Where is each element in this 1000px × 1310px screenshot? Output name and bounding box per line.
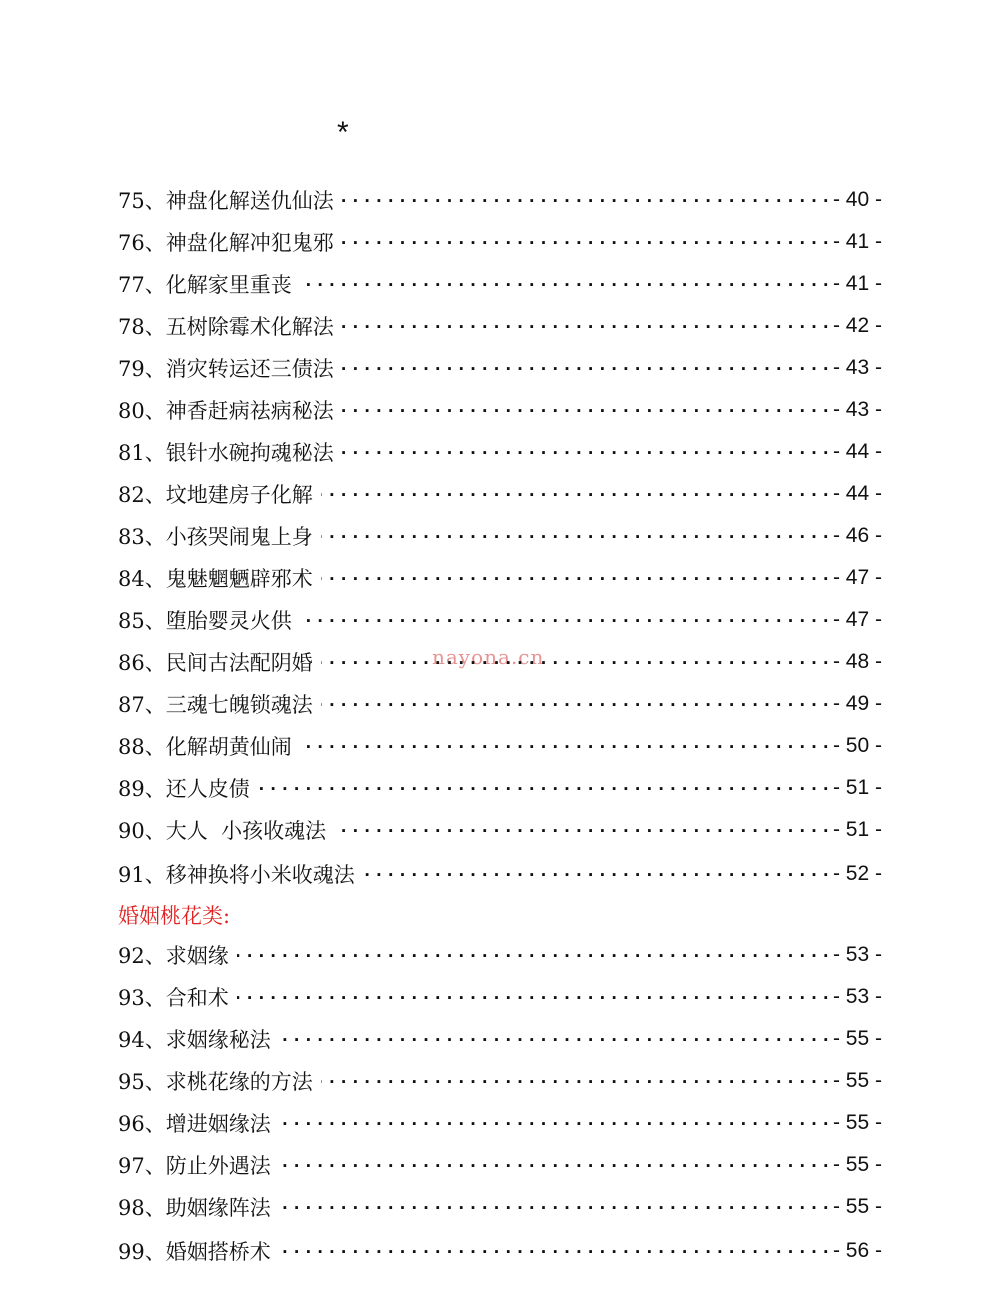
- entry-number: 99、: [118, 1240, 166, 1264]
- entry-page-number: - 41 -: [832, 230, 882, 253]
- entry-page-number: - 47 -: [832, 566, 882, 589]
- toc-entry[interactable]: [118, 771, 882, 805]
- entry-title: 神香赶病祛病秘法: [165, 399, 334, 423]
- entry-page-number: - 55 -: [832, 1153, 882, 1176]
- entry-number: 92、: [118, 944, 166, 968]
- toc-entry[interactable]: [118, 309, 882, 343]
- toc-entry[interactable]: [118, 603, 882, 637]
- entry-title: 民间古法配阴婚: [165, 651, 313, 675]
- toc-entry[interactable]: [118, 519, 882, 553]
- entry-title: 助姻缘阵法: [165, 1196, 271, 1220]
- entry-title: 小孩哭闹鬼上身: [165, 525, 313, 549]
- toc-entry[interactable]: [118, 225, 882, 259]
- entry-number: 97、: [118, 1154, 166, 1178]
- dot-leader: [321, 687, 829, 721]
- toc-entry[interactable]: [118, 1234, 882, 1268]
- entry-number: 83、: [118, 525, 166, 549]
- entry-page-number: - 51 -: [832, 818, 882, 841]
- toc-entry[interactable]: [118, 729, 882, 763]
- dot-leader: [342, 225, 829, 259]
- entry-page-number: - 53 -: [832, 943, 882, 966]
- dot-leader: [321, 645, 829, 679]
- entry-page-number: - 46 -: [832, 524, 882, 547]
- toc-entry[interactable]: [118, 561, 882, 595]
- dot-leader: [300, 603, 829, 637]
- toc-entry[interactable]: [118, 687, 882, 721]
- entry-page-number: - 52 -: [832, 862, 882, 885]
- toc-entry[interactable]: [118, 435, 882, 469]
- dot-leader: [342, 435, 829, 469]
- entry-number: 81、: [118, 441, 166, 465]
- entry-title: 化解胡黄仙闹: [165, 735, 292, 759]
- watermark: nayona.cn: [432, 645, 545, 669]
- entry-title: 婚姻搭桥术: [165, 1240, 271, 1264]
- entry-number: 75、: [118, 189, 166, 213]
- entry-page-number: - 43 -: [832, 356, 882, 379]
- dot-leader: [321, 1064, 829, 1098]
- entry-title: 五树除霉术化解法: [165, 315, 334, 339]
- dot-leader: [258, 771, 829, 805]
- dot-leader: [237, 938, 829, 972]
- entry-number: 91、: [118, 863, 166, 887]
- dot-leader: [279, 1148, 829, 1182]
- entry-number: 94、: [118, 1028, 166, 1052]
- entry-page-number: - 56 -: [832, 1239, 882, 1262]
- toc-entry[interactable]: [118, 1064, 882, 1098]
- dot-leader: [363, 857, 829, 891]
- dot-leader: [342, 183, 829, 217]
- dot-leader: [300, 729, 829, 763]
- entry-number: 82、: [118, 483, 166, 507]
- entry-title: 求姻缘: [165, 944, 229, 968]
- dot-leader: [279, 1106, 829, 1140]
- dot-leader: [321, 477, 829, 511]
- entry-page-number: - 44 -: [832, 440, 882, 463]
- entry-page-number: - 55 -: [832, 1195, 882, 1218]
- entry-title: 坟地建房子化解: [165, 483, 313, 507]
- toc-entry[interactable]: [118, 813, 882, 847]
- entry-title: 神盘化解送仇仙法: [165, 189, 334, 213]
- toc-entry[interactable]: [118, 477, 882, 511]
- entry-number: 88、: [118, 735, 166, 759]
- entry-title: 鬼魅魍魉辟邪术: [165, 567, 313, 591]
- entry-page-number: - 48 -: [832, 650, 882, 673]
- entry-title: 三魂七魄锁魂法: [165, 693, 313, 717]
- entry-title: 求桃花缘的方法: [165, 1070, 313, 1094]
- entry-title: 还人皮债: [165, 777, 250, 801]
- entry-page-number: - 50 -: [832, 734, 882, 757]
- toc-entry[interactable]: [118, 645, 882, 679]
- entry-title: 神盘化解冲犯鬼邪: [165, 231, 334, 255]
- toc-entry[interactable]: [118, 938, 882, 972]
- dot-leader: [321, 561, 829, 595]
- entry-title: 堕胎婴灵火供: [165, 609, 292, 633]
- entry-page-number: - 40 -: [832, 188, 882, 211]
- dot-leader: [279, 1190, 829, 1224]
- toc-entry[interactable]: [118, 1106, 882, 1140]
- entry-page-number: - 55 -: [832, 1027, 882, 1050]
- entry-page-number: - 42 -: [832, 314, 882, 337]
- entry-number: 86、: [118, 651, 166, 675]
- toc-entry[interactable]: [118, 980, 882, 1014]
- entry-number: 76、: [118, 231, 166, 255]
- dot-leader: [321, 519, 829, 553]
- dot-leader: [237, 980, 829, 1014]
- entry-title: 化解家里重丧: [165, 273, 292, 297]
- entry-title: 大人 小孩收魂法: [165, 819, 327, 843]
- entry-title: 消灾转运还三债法: [165, 357, 334, 381]
- entry-number: 90、: [118, 819, 166, 843]
- dot-leader: [334, 813, 829, 847]
- entry-title: 防止外遇法: [165, 1154, 271, 1178]
- entry-page-number: - 53 -: [832, 985, 882, 1008]
- toc-entry[interactable]: [118, 393, 882, 427]
- entry-title: 移神换将小米收魂法: [165, 863, 355, 887]
- entry-number: 89、: [118, 777, 166, 801]
- entry-number: 84、: [118, 567, 166, 591]
- entry-page-number: - 55 -: [832, 1111, 882, 1134]
- star-mark: *: [337, 116, 349, 149]
- toc-entry[interactable]: [118, 857, 882, 891]
- entry-title: 增进姻缘法: [165, 1112, 271, 1136]
- entry-number: 96、: [118, 1112, 166, 1136]
- dot-leader: [342, 309, 829, 343]
- toc-entry[interactable]: [118, 1190, 882, 1224]
- toc-entry[interactable]: [118, 1148, 882, 1182]
- entry-number: 77、: [118, 273, 166, 297]
- entry-page-number: - 44 -: [832, 482, 882, 505]
- toc-entry[interactable]: [118, 267, 882, 301]
- dot-leader: [279, 1234, 829, 1268]
- dot-leader: [300, 267, 829, 301]
- toc-entry[interactable]: [118, 1022, 882, 1056]
- entry-page-number: - 55 -: [832, 1069, 882, 1092]
- dot-leader: [279, 1022, 829, 1056]
- entry-number: 80、: [118, 399, 166, 423]
- entry-title: 合和术: [165, 986, 229, 1010]
- entry-number: 87、: [118, 693, 166, 717]
- toc-entry[interactable]: [118, 183, 882, 217]
- section-heading: 婚姻桃花类:: [118, 904, 231, 928]
- dot-leader: [342, 393, 829, 427]
- entry-page-number: - 43 -: [832, 398, 882, 421]
- entry-title: 银针水碗拘魂秘法: [165, 441, 334, 465]
- entry-page-number: - 51 -: [832, 776, 882, 799]
- dot-leader: [342, 351, 829, 385]
- entry-number: 78、: [118, 315, 166, 339]
- entry-number: 98、: [118, 1196, 166, 1220]
- entry-number: 95、: [118, 1070, 166, 1094]
- entry-page-number: - 49 -: [832, 692, 882, 715]
- entry-page-number: - 41 -: [832, 272, 882, 295]
- entry-number: 79、: [118, 357, 166, 381]
- entry-page-number: - 47 -: [832, 608, 882, 631]
- entry-title: 求姻缘秘法: [165, 1028, 271, 1052]
- entry-number: 85、: [118, 609, 166, 633]
- toc-entry[interactable]: [118, 351, 882, 385]
- entry-number: 93、: [118, 986, 166, 1010]
